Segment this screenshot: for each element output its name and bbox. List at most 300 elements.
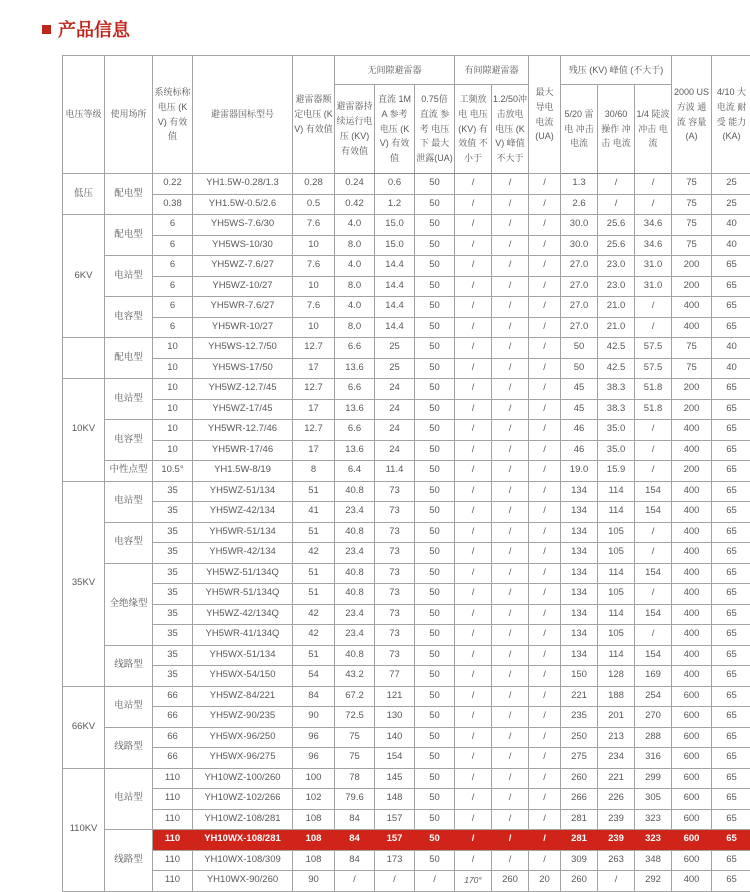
data-cell: 292	[635, 871, 672, 892]
data-cell: /	[375, 871, 415, 892]
data-cell: 12.7	[293, 379, 335, 400]
data-cell: 400	[672, 563, 712, 584]
data-cell: 114	[598, 502, 635, 523]
data-cell: 114	[598, 563, 635, 584]
voltage-level-cell: 10KV	[63, 379, 105, 482]
colgroup-gapless: 无间隙避雷器	[335, 56, 455, 85]
data-cell: 65	[712, 420, 750, 441]
data-cell: 260	[561, 871, 598, 892]
data-cell: 110	[153, 768, 193, 789]
col-big-current: 4/10 大电流 耐受 能力 (KA)	[712, 56, 750, 174]
data-cell: 23.0	[598, 276, 635, 297]
table-row	[63, 604, 750, 625]
data-cell: /	[455, 276, 492, 297]
usage-place-cell: 配电型	[105, 215, 153, 256]
data-cell: 96	[293, 727, 335, 748]
data-cell: 25	[375, 338, 415, 359]
data-cell: 73	[375, 645, 415, 666]
data-cell: /	[455, 194, 492, 215]
data-cell: 50	[561, 358, 598, 379]
data-cell: 108	[293, 850, 335, 871]
table-row	[63, 768, 750, 789]
table-row	[63, 194, 750, 215]
data-cell: 73	[375, 625, 415, 646]
data-cell: 7.6	[293, 215, 335, 236]
data-cell: 400	[672, 481, 712, 502]
table-row	[63, 399, 750, 420]
data-cell: 40.8	[335, 481, 375, 502]
data-cell: 266	[561, 789, 598, 810]
data-cell: 281	[561, 809, 598, 830]
data-cell: /	[492, 276, 529, 297]
data-cell: 50	[415, 830, 455, 851]
data-cell: /	[492, 420, 529, 441]
data-cell: 50	[415, 850, 455, 871]
data-cell: 75	[672, 358, 712, 379]
data-cell: 35.0	[598, 420, 635, 441]
data-cell: 75	[672, 174, 712, 195]
data-cell: /	[598, 174, 635, 195]
col-leakage: 0.75倍 直流 参考 电压下 最大泄露(UA)	[415, 85, 455, 174]
data-cell: 50	[415, 317, 455, 338]
data-cell: 130	[375, 707, 415, 728]
col-square-wave: 2000 US 方波 通流 容量 (A)	[672, 56, 712, 174]
data-cell: 200	[672, 276, 712, 297]
col-max-conduct: 最大 导电 电流 (UA)	[529, 56, 561, 174]
usage-place-cell: 线路型	[105, 830, 153, 892]
data-cell: 6	[153, 317, 193, 338]
data-cell: 50	[415, 215, 455, 236]
data-cell: /	[529, 420, 561, 441]
data-cell: 25.6	[598, 215, 635, 236]
data-cell: 50	[415, 748, 455, 769]
data-cell: 35	[153, 584, 193, 605]
data-cell: /	[529, 748, 561, 769]
model-cell: YH5WR-10/27	[193, 317, 293, 338]
data-cell: 50	[415, 768, 455, 789]
data-cell: 50	[415, 420, 455, 441]
data-cell: 73	[375, 502, 415, 523]
data-cell: /	[529, 338, 561, 359]
data-cell: 40	[712, 215, 750, 236]
data-cell: 24	[375, 440, 415, 461]
data-cell: 0.24	[335, 174, 375, 195]
data-cell: 51	[293, 645, 335, 666]
data-cell: /	[492, 235, 529, 256]
usage-place-cell: 电站型	[105, 481, 153, 522]
table-row	[63, 522, 750, 543]
data-cell: /	[492, 584, 529, 605]
data-cell: 57.5	[635, 358, 672, 379]
table-row	[63, 317, 750, 338]
data-cell: /	[492, 666, 529, 687]
data-cell: 35	[153, 563, 193, 584]
data-cell: /	[492, 707, 529, 728]
data-cell: 42	[293, 543, 335, 564]
data-cell: 400	[672, 440, 712, 461]
data-cell: 154	[375, 748, 415, 769]
data-cell: /	[598, 871, 635, 892]
data-cell: /	[529, 358, 561, 379]
data-cell: /	[455, 297, 492, 318]
data-cell: 50	[415, 194, 455, 215]
data-cell: /	[492, 461, 529, 482]
data-cell: /	[455, 522, 492, 543]
data-cell: /	[529, 256, 561, 277]
data-cell: /	[455, 338, 492, 359]
data-cell: 134	[561, 502, 598, 523]
data-cell: /	[492, 297, 529, 318]
data-cell: /	[492, 686, 529, 707]
data-cell: /	[492, 789, 529, 810]
data-cell: 65	[712, 379, 750, 400]
model-cell: YH10WX-90/260	[193, 871, 293, 892]
data-cell: 170°	[455, 871, 492, 892]
usage-place-cell: 配电型	[105, 338, 153, 379]
table-row	[63, 707, 750, 728]
data-cell: /	[492, 358, 529, 379]
model-cell: YH5WZ-7.6/27	[193, 256, 293, 277]
col-usage-place: 使用场所	[105, 56, 153, 174]
data-cell: 31.0	[635, 256, 672, 277]
data-cell: 23.0	[598, 256, 635, 277]
data-cell: 1.3	[561, 174, 598, 195]
data-cell: 66	[153, 686, 193, 707]
data-cell: /	[492, 256, 529, 277]
data-cell: 169	[635, 666, 672, 687]
data-cell: 34.6	[635, 215, 672, 236]
usage-place-cell: 全绝缘型	[105, 563, 153, 645]
data-cell: 173	[375, 850, 415, 871]
model-cell: YH5WS-10/30	[193, 235, 293, 256]
colgroup-gapped: 有间隙避雷器	[455, 56, 529, 85]
data-cell: 10	[153, 420, 193, 441]
data-cell: 40	[712, 358, 750, 379]
usage-place-cell: 电站型	[105, 256, 153, 297]
data-cell: 42	[293, 604, 335, 625]
data-cell: 50	[415, 358, 455, 379]
data-cell: 65	[712, 563, 750, 584]
data-cell: 50	[415, 502, 455, 523]
data-cell: 50	[415, 174, 455, 195]
data-cell: 35	[153, 543, 193, 564]
data-cell: 35	[153, 604, 193, 625]
data-cell: /	[455, 686, 492, 707]
data-cell: /	[455, 358, 492, 379]
data-cell: 21.0	[598, 297, 635, 318]
data-cell: /	[529, 604, 561, 625]
data-cell: /	[455, 399, 492, 420]
data-cell: 27.0	[561, 317, 598, 338]
data-cell: 84	[293, 686, 335, 707]
data-cell: /	[455, 235, 492, 256]
data-cell: 50	[415, 481, 455, 502]
table-row	[63, 625, 750, 646]
data-cell: 50	[415, 440, 455, 461]
data-cell: 4.0	[335, 297, 375, 318]
data-cell: /	[529, 174, 561, 195]
model-cell: YH5WZ-42/134Q	[193, 604, 293, 625]
data-cell: /	[635, 420, 672, 441]
col-voltage-level: 电压等级	[63, 56, 105, 174]
table-row	[63, 256, 750, 277]
usage-place-cell: 中性点型	[105, 461, 153, 482]
data-cell: 4.0	[335, 215, 375, 236]
data-cell: 316	[635, 748, 672, 769]
data-cell: 13.6	[335, 399, 375, 420]
data-cell: 254	[635, 686, 672, 707]
data-cell: 65	[712, 809, 750, 830]
data-cell: 40	[712, 235, 750, 256]
data-cell: /	[492, 215, 529, 236]
model-cell: YH1.5W-0.28/1.3	[193, 174, 293, 195]
data-cell: 157	[375, 809, 415, 830]
data-cell: /	[492, 563, 529, 584]
data-cell: 23.4	[335, 625, 375, 646]
voltage-level-cell: 66KV	[63, 686, 105, 768]
data-cell: /	[492, 850, 529, 871]
data-cell: 50	[415, 707, 455, 728]
data-cell: 323	[635, 830, 672, 851]
data-cell: /	[529, 276, 561, 297]
data-cell: /	[492, 522, 529, 543]
data-cell: 43.2	[335, 666, 375, 687]
data-cell: /	[529, 625, 561, 646]
data-cell: 65	[712, 645, 750, 666]
data-cell: 110	[153, 871, 193, 892]
data-cell: /	[335, 871, 375, 892]
data-cell: /	[455, 563, 492, 584]
data-cell: 50	[561, 338, 598, 359]
data-cell: 65	[712, 502, 750, 523]
col-residual-1-4: 1/4 陡波 冲击 电流	[635, 85, 672, 174]
data-cell: 134	[561, 625, 598, 646]
data-cell: /	[492, 317, 529, 338]
data-cell: /	[492, 502, 529, 523]
data-cell: /	[635, 584, 672, 605]
data-cell: 400	[672, 666, 712, 687]
col-power-freq: 工频放电 电压 (KV) 有效值 不小于	[455, 85, 492, 174]
data-cell: 25	[712, 174, 750, 195]
data-cell: 226	[598, 789, 635, 810]
data-cell: 10	[153, 379, 193, 400]
data-cell: 45	[561, 379, 598, 400]
data-cell: 288	[635, 727, 672, 748]
data-cell: 73	[375, 584, 415, 605]
data-cell: 348	[635, 850, 672, 871]
data-cell: /	[529, 194, 561, 215]
model-cell: YH1.5W-0.5/2.6	[193, 194, 293, 215]
model-cell: YH5WX-54/150	[193, 666, 293, 687]
colgroup-residual: 残压 (KV) 峰值 (不大于)	[561, 56, 672, 85]
data-cell: /	[529, 850, 561, 871]
data-cell: 200	[672, 256, 712, 277]
model-cell: YH10WX-108/281	[193, 830, 293, 851]
data-cell: 79.6	[335, 789, 375, 810]
col-residual-5-20: 5/20 雷电 冲击 电流	[561, 85, 598, 174]
data-cell: 17	[293, 440, 335, 461]
data-cell: /	[455, 809, 492, 830]
data-cell: 4.0	[335, 256, 375, 277]
data-cell: 0.42	[335, 194, 375, 215]
model-cell: YH5WR-12.7/46	[193, 420, 293, 441]
data-cell: 51	[293, 563, 335, 584]
usage-place-cell: 电容型	[105, 297, 153, 338]
data-cell: 140	[375, 727, 415, 748]
table-row	[63, 809, 750, 830]
col-model: 避雷器国标型号	[193, 56, 293, 174]
data-cell: /	[635, 522, 672, 543]
data-cell: 25	[375, 358, 415, 379]
data-cell: 13.6	[335, 440, 375, 461]
data-cell: 239	[598, 809, 635, 830]
data-cell: 75	[672, 235, 712, 256]
page-title-text: 产品信息	[58, 16, 130, 42]
data-cell: 75	[335, 748, 375, 769]
data-cell: 154	[635, 502, 672, 523]
data-cell: 65	[712, 871, 750, 892]
table-row	[63, 563, 750, 584]
data-cell: 400	[672, 584, 712, 605]
data-cell: 10	[153, 399, 193, 420]
data-cell: 23.4	[335, 604, 375, 625]
data-cell: 600	[672, 809, 712, 830]
model-cell: YH5WZ-51/134Q	[193, 563, 293, 584]
data-cell: 66	[153, 727, 193, 748]
data-cell: 6.6	[335, 338, 375, 359]
data-cell: /	[492, 830, 529, 851]
data-cell: /	[455, 645, 492, 666]
data-cell: 50	[415, 789, 455, 810]
data-cell: 34.6	[635, 235, 672, 256]
data-cell: 108	[293, 830, 335, 851]
usage-place-cell: 电容型	[105, 522, 153, 563]
data-cell: 90	[293, 707, 335, 728]
data-cell: /	[529, 686, 561, 707]
data-cell: /	[635, 174, 672, 195]
table-row	[63, 276, 750, 297]
data-cell: 221	[598, 768, 635, 789]
data-cell: /	[529, 297, 561, 318]
data-cell: /	[529, 481, 561, 502]
data-cell: 200	[672, 461, 712, 482]
table-row	[63, 584, 750, 605]
col-impulse-discharge: 1.2/50冲击放电电压 (KV) 峰值 不大于	[492, 85, 529, 174]
data-cell: 90	[293, 871, 335, 892]
data-cell: 38.3	[598, 399, 635, 420]
model-cell: YH5WX-96/275	[193, 748, 293, 769]
data-cell: 50	[415, 666, 455, 687]
data-cell: 0.5	[293, 194, 335, 215]
data-cell: /	[455, 461, 492, 482]
data-cell: 154	[635, 481, 672, 502]
data-cell: 102	[293, 789, 335, 810]
header-row-groups	[63, 56, 750, 85]
col-rated-voltage: 避雷器额定电压 (KV) 有效值	[293, 56, 335, 174]
data-cell: 65	[712, 830, 750, 851]
data-cell: /	[455, 420, 492, 441]
usage-place-cell: 电容型	[105, 420, 153, 461]
data-cell: /	[455, 830, 492, 851]
usage-place-cell: 配电型	[105, 174, 153, 215]
data-cell: 400	[672, 871, 712, 892]
data-cell: 14.4	[375, 317, 415, 338]
table-row	[63, 215, 750, 236]
data-cell: 12.7	[293, 338, 335, 359]
data-cell: 600	[672, 850, 712, 871]
data-cell: 27.0	[561, 276, 598, 297]
data-cell: 10.5°	[153, 461, 193, 482]
data-cell: 134	[561, 522, 598, 543]
data-cell: 154	[635, 604, 672, 625]
voltage-level-cell: 110KV	[63, 768, 105, 891]
data-cell: 8.0	[335, 235, 375, 256]
data-cell: /	[455, 604, 492, 625]
data-cell: 114	[598, 481, 635, 502]
data-cell: 50	[415, 522, 455, 543]
data-cell: 157	[375, 830, 415, 851]
data-cell: 66	[153, 707, 193, 728]
data-cell: 75	[672, 194, 712, 215]
data-cell: 54	[293, 666, 335, 687]
data-cell: 50	[415, 625, 455, 646]
data-cell: 110	[153, 789, 193, 810]
data-cell: 35	[153, 502, 193, 523]
data-cell: /	[455, 481, 492, 502]
data-cell: 65	[712, 789, 750, 810]
data-cell: 78	[335, 768, 375, 789]
model-cell: YH5WZ-42/134	[193, 502, 293, 523]
data-cell: 281	[561, 830, 598, 851]
data-cell: 0.22	[153, 174, 193, 195]
data-cell: /	[529, 666, 561, 687]
data-cell: 65	[712, 256, 750, 277]
data-cell: 23.4	[335, 502, 375, 523]
data-cell: 0.28	[293, 174, 335, 195]
data-cell: 50	[415, 297, 455, 318]
data-cell: 14.4	[375, 276, 415, 297]
data-cell: /	[492, 481, 529, 502]
data-cell: 51.8	[635, 379, 672, 400]
data-cell: 57.5	[635, 338, 672, 359]
model-cell: YH5WR-41/134Q	[193, 625, 293, 646]
data-cell: 50	[415, 543, 455, 564]
data-cell: 40	[712, 338, 750, 359]
data-cell: 25.6	[598, 235, 635, 256]
model-cell: YH5WR-42/134	[193, 543, 293, 564]
data-cell: 134	[561, 563, 598, 584]
data-cell: 25	[712, 194, 750, 215]
data-cell: 110	[153, 830, 193, 851]
table-row	[63, 645, 750, 666]
table-row	[63, 174, 750, 195]
table-row	[63, 481, 750, 502]
data-cell: 0.38	[153, 194, 193, 215]
table-row	[63, 830, 750, 851]
data-cell: /	[598, 194, 635, 215]
data-cell: 67.2	[335, 686, 375, 707]
data-cell: 27.0	[561, 297, 598, 318]
model-cell: YH5WS-12.7/50	[193, 338, 293, 359]
data-cell: /	[492, 379, 529, 400]
model-cell: YH5WX-96/250	[193, 727, 293, 748]
data-cell: /	[492, 625, 529, 646]
data-cell: 260	[561, 768, 598, 789]
data-cell: 105	[598, 543, 635, 564]
data-cell: 50	[415, 727, 455, 748]
data-cell: /	[529, 235, 561, 256]
data-cell: /	[529, 645, 561, 666]
